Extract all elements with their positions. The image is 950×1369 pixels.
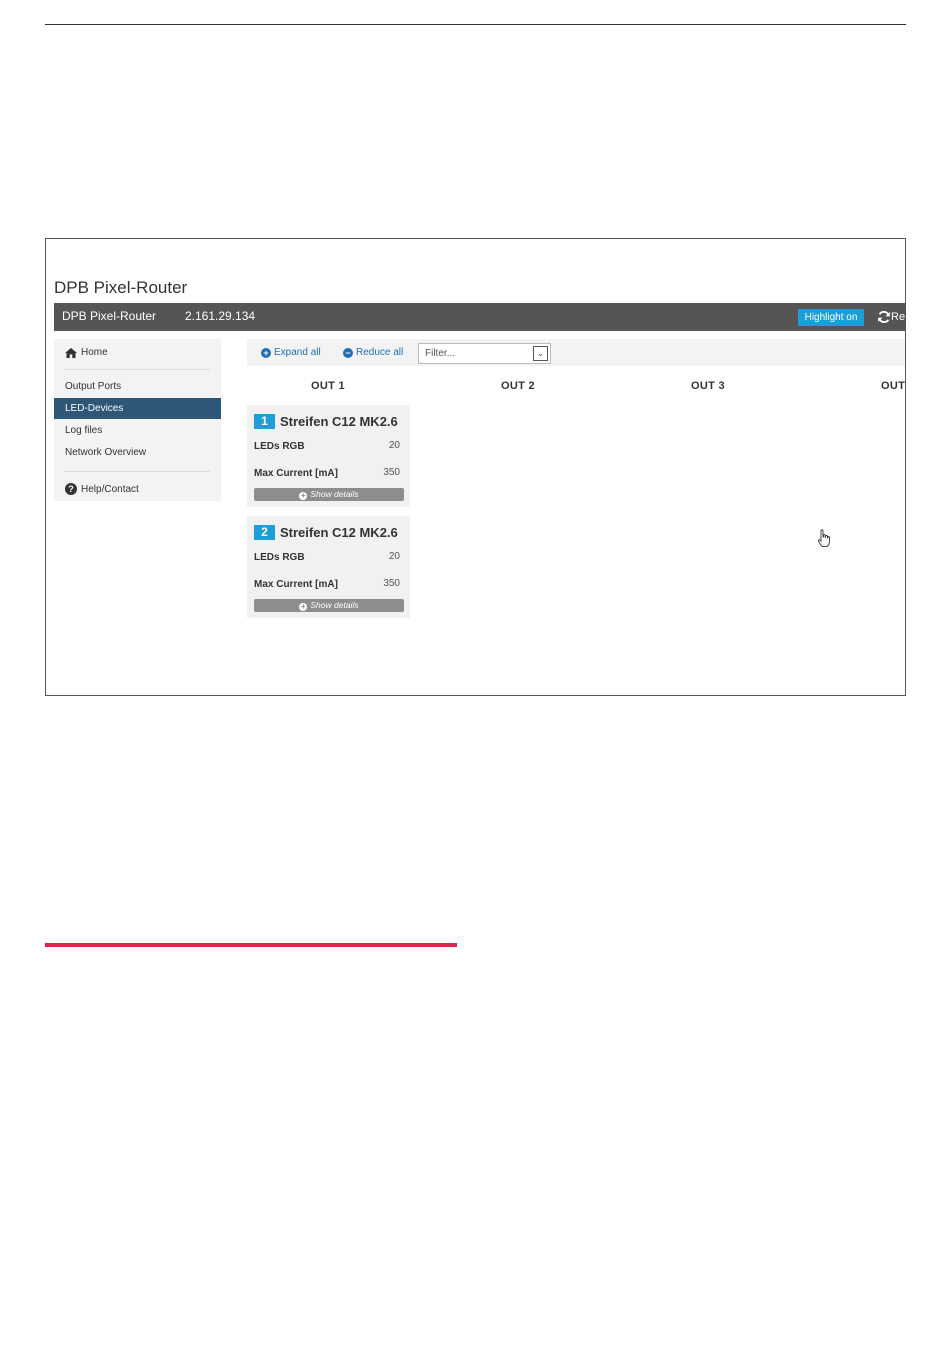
refresh-label: Re [891,310,906,323]
screenshot-frame [45,238,906,696]
sidebar-help-label: Help/Contact [81,484,139,495]
device-number-badge: 1 [254,414,275,429]
refresh-icon [877,310,891,324]
plus-circle-icon: + [301,491,306,500]
accent-rule [45,943,457,947]
column-header-out2: OUT 2 [501,380,535,392]
sidebar-item-log-files[interactable] [54,420,221,441]
app-title: DPB Pixel-Router [54,278,188,297]
plus-circle-icon: + [261,348,271,358]
refresh-button[interactable] [877,310,905,324]
sidebar-item-label: Network Overview [65,447,147,458]
field-label: Max Current [mA] [254,579,338,590]
navbar [54,303,906,331]
reduce-all-label: Reduce all [356,347,404,358]
column-header-out3: OUT 3 [691,380,725,392]
sidebar-item-label: LED-Devices [65,403,124,414]
show-details-label: Show details [310,489,359,499]
navbar-brand[interactable]: DPB Pixel-Router [62,309,157,323]
field-label: LEDs RGB [254,552,305,563]
sidebar [54,339,221,501]
column-header-out1: OUT 1 [311,380,345,392]
sidebar-item-label: Log files [65,425,103,436]
expand-all-button[interactable] [261,347,321,358]
device-number-badge: 2 [254,525,275,540]
toolbar [247,339,906,366]
filter-placeholder: Filter... [425,348,456,359]
sidebar-item-output-ports[interactable] [54,376,221,397]
field-value: 20 [388,440,400,451]
show-details-button[interactable] [254,488,404,501]
sidebar-item-home[interactable] [54,342,221,363]
field-label: Max Current [mA] [254,468,338,479]
plus-circle-icon: + [301,602,306,611]
sidebar-item-help[interactable] [54,479,221,500]
field-value: 20 [388,551,400,562]
question-circle-icon: ? [65,483,77,495]
sidebar-item-label: Output Ports [65,381,122,392]
chevron-down-icon[interactable]: ⌄ [533,346,548,361]
reduce-all-button[interactable] [343,347,403,358]
field-value: 350 [383,578,400,589]
sidebar-item-network-overview[interactable] [54,442,221,463]
highlight-button[interactable]: Highlight on [798,309,864,326]
home-icon [65,348,77,358]
column-header-out4: OUT [881,380,906,392]
sidebar-divider [64,369,210,370]
top-rule [45,24,906,25]
show-details-label: Show details [310,600,359,610]
led-device-card[interactable] [247,516,410,618]
led-device-card[interactable] [247,405,410,507]
hand-cursor-icon [816,529,832,549]
sidebar-item-led-devices[interactable] [54,398,221,419]
device-ip: 2.161.29.134 [185,309,256,323]
minus-circle-icon: − [343,348,353,358]
expand-all-label: Expand all [274,347,321,358]
field-value: 350 [383,467,400,478]
sidebar-home-label: Home [81,347,108,358]
device-name: Streifen C12 MK2.6 [280,414,398,429]
filter-select[interactable] [418,343,551,364]
field-label: LEDs RGB [254,441,305,452]
device-name: Streifen C12 MK2.6 [280,525,398,540]
sidebar-divider [64,471,210,472]
show-details-button[interactable] [254,599,404,612]
